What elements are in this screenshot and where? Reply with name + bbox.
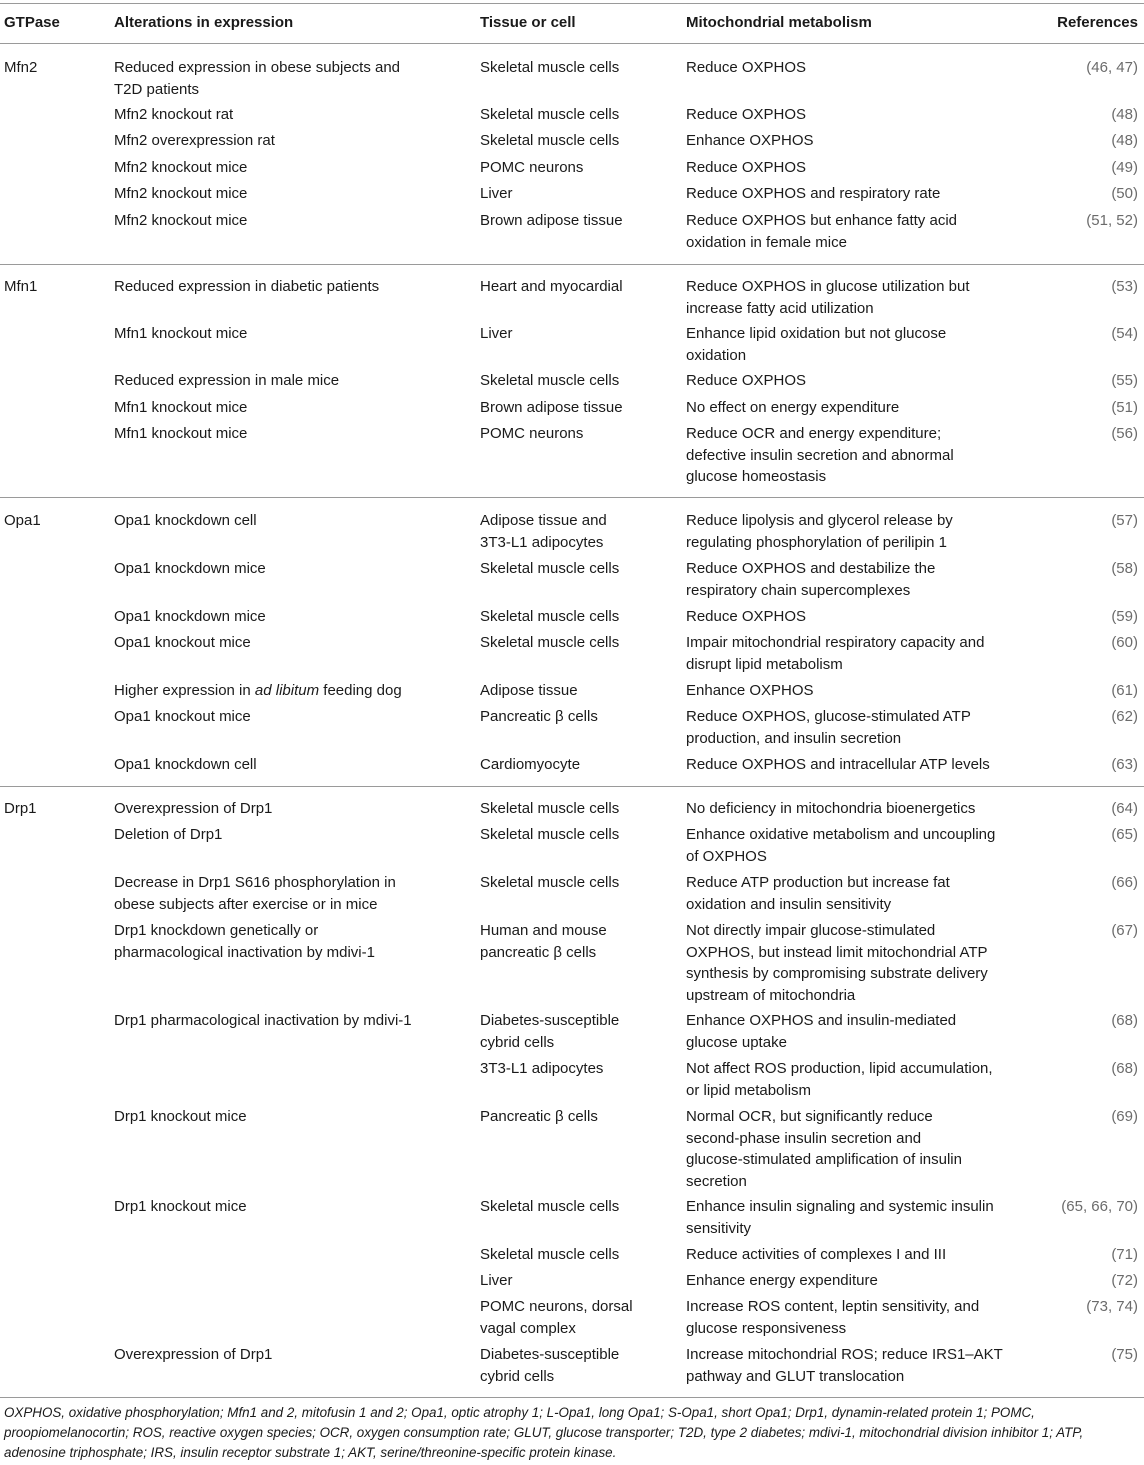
tissue-line: Liver: [480, 325, 513, 342]
table-bottom-rule: [0, 1397, 1144, 1398]
alteration-line: Opa1 knockdown mice: [114, 560, 266, 577]
tissue-line: POMC neurons: [480, 159, 584, 176]
metabolism-line: oxidation in female mice: [686, 233, 847, 251]
group-rule: [0, 264, 1144, 265]
reference-cell: (62): [1111, 708, 1138, 725]
reference-cell: (68): [1111, 1060, 1138, 1077]
reference-cell: (50): [1111, 185, 1138, 202]
metabolism-line: Not directly impair glucose-stimulated: [686, 922, 936, 939]
metabolism-line: of OXPHOS: [686, 847, 767, 865]
metabolism-line: increase fatty acid utilization: [686, 299, 874, 317]
metabolism-line: respiratory chain supercomplexes: [686, 581, 911, 599]
alteration-line: Drp1 knockout mice: [114, 1198, 247, 1215]
metabolism-line: glucose-stimulated amplification of insulin: [686, 1151, 962, 1168]
alteration-line: Opa1 knockout mice: [114, 634, 251, 651]
alteration-line: Opa1 knockdown cell: [114, 512, 257, 529]
tissue-line: Skeletal muscle cells: [480, 372, 620, 389]
metabolism-line: pathway and GLUT translocation: [686, 1367, 905, 1385]
metabolism-line: Reduce OXPHOS: [686, 159, 807, 176]
metabolism-line: second-phase insulin secretion and: [686, 1129, 922, 1147]
alteration-line: Drp1 pharmacological inactivation by mdivi-1: [114, 1012, 412, 1029]
tissue-line: pancreatic β cells: [480, 943, 597, 961]
gtpase-label: Drp1: [4, 800, 37, 817]
alteration-line: Drp1 knockout mice: [114, 1108, 247, 1125]
alteration-line: Mfn2 knockout mice: [114, 159, 248, 176]
reference-cell: (63): [1111, 756, 1138, 773]
tissue-line: Skeletal muscle cells: [480, 826, 620, 843]
alteration-line: Reduced expression in male mice: [114, 372, 340, 389]
metabolism-line: glucose homeostasis: [686, 468, 827, 485]
metabolism-line: production, and insulin secretion: [686, 729, 902, 747]
metabolism-line: Normal OCR, but significantly reduce: [686, 1108, 933, 1125]
tissue-line: Pancreatic β cells: [480, 708, 598, 725]
metabolism-line: Not affect ROS production, lipid accumulation,: [686, 1060, 993, 1077]
alteration-line: Mfn2 knockout mice: [114, 185, 248, 202]
alteration-line: Deletion of Drp1: [114, 826, 223, 843]
metabolism-line: Enhance energy expenditure: [686, 1272, 878, 1289]
metabolism-line: glucose uptake: [686, 1033, 787, 1051]
alteration-line: obese subjects after exercise or in mice: [114, 895, 378, 913]
alteration-line: T2D patients: [114, 80, 200, 98]
tissue-line: Brown adipose tissue: [480, 399, 623, 416]
table-top-rule: [0, 3, 1144, 4]
alteration-line: Overexpression of Drp1: [114, 1346, 273, 1363]
tissue-line: Human and mouse: [480, 922, 607, 939]
tissue-line: POMC neurons, dorsal: [480, 1298, 633, 1315]
header-tissue: Tissue or cell: [480, 14, 576, 31]
header-alterations: Alterations in expression: [114, 14, 294, 31]
metabolism-line: regulating phosphorylation of perilipin 1: [686, 533, 948, 551]
metabolism-line: Reduce OXPHOS and respiratory rate: [686, 185, 941, 202]
header-rule: [0, 43, 1144, 44]
reference-cell: (64): [1111, 800, 1138, 817]
reference-cell: (57): [1111, 512, 1138, 529]
header-gtpase: GTPase: [4, 14, 60, 31]
metabolism-line: Enhance OXPHOS: [686, 682, 814, 699]
tissue-line: POMC neurons: [480, 425, 584, 442]
tissue-line: 3T3-L1 adipocytes: [480, 1060, 604, 1077]
metabolism-line: OXPHOS, but instead limit mitochondrial ATP: [686, 943, 988, 961]
tissue-line: cybrid cells: [480, 1367, 555, 1385]
group-rule: [0, 497, 1144, 498]
alteration-line: Overexpression of Drp1: [114, 800, 273, 817]
reference-cell: (54): [1111, 325, 1138, 342]
tissue-line: Brown adipose tissue: [480, 212, 623, 229]
metabolism-line: Enhance insulin signaling and systemic insulin: [686, 1198, 994, 1215]
alteration-line: Decrease in Drp1 S616 phosphorylation in: [114, 874, 396, 891]
reference-cell: (49): [1111, 159, 1138, 176]
metabolism-line: synthesis by compromising substrate delivery: [686, 965, 988, 982]
tissue-line: cybrid cells: [480, 1033, 555, 1051]
reference-cell: (53): [1111, 278, 1138, 295]
header-references: References: [1057, 14, 1138, 31]
alteration-line: Opa1 knockdown cell: [114, 756, 257, 773]
gtpase-label: Opa1: [4, 512, 41, 529]
tissue-line: Heart and myocardial: [480, 278, 623, 295]
tissue-line: Skeletal muscle cells: [480, 1198, 620, 1215]
metabolism-line: Reduce OXPHOS but enhance fatty acid: [686, 212, 957, 229]
tissue-line: Cardiomyocyte: [480, 756, 581, 773]
metabolism-line: Enhance OXPHOS: [686, 132, 814, 149]
metabolism-line: Reduce OXPHOS and destabilize the: [686, 560, 936, 577]
tissue-line: Liver: [480, 185, 513, 202]
metabolism-line: Reduce OXPHOS, glucose-stimulated ATP: [686, 708, 971, 725]
alteration-line: Opa1 knockout mice: [114, 708, 251, 725]
reference-cell: (65): [1111, 826, 1138, 843]
reference-cell: (56): [1111, 425, 1138, 442]
tissue-line: Liver: [480, 1272, 513, 1289]
tissue-line: 3T3-L1 adipocytes: [480, 533, 604, 551]
tissue-line: Skeletal muscle cells: [480, 800, 620, 817]
tissue-line: Pancreatic β cells: [480, 1108, 598, 1125]
tissue-line: Skeletal muscle cells: [480, 59, 620, 76]
reference-cell: (67): [1111, 922, 1138, 939]
alteration-line: pharmacological inactivation by mdivi-1: [114, 943, 375, 961]
tissue-line: Adipose tissue and: [480, 512, 607, 529]
metabolism-line: No effect on energy expenditure: [686, 399, 900, 416]
metabolism-line: Reduce activities of complexes I and III: [686, 1246, 947, 1263]
reference-cell: (51): [1111, 399, 1138, 416]
tissue-line: Skeletal muscle cells: [480, 560, 620, 577]
metabolism-line: Enhance OXPHOS and insulin-mediated: [686, 1012, 957, 1029]
metabolism-line: secretion: [686, 1172, 747, 1190]
tissue-line: Skeletal muscle cells: [480, 608, 620, 625]
metabolism-line: defective insulin secretion and abnormal: [686, 446, 954, 464]
reference-cell: (58): [1111, 560, 1138, 577]
reference-cell: (59): [1111, 608, 1138, 625]
alteration-line: Mfn1 knockout mice: [114, 325, 248, 342]
gtpase-label: Mfn1: [4, 278, 38, 295]
metabolism-line: Reduce OXPHOS: [686, 608, 807, 625]
group-rule: [0, 786, 1144, 787]
alteration-line: Reduced expression in diabetic patients: [114, 278, 380, 295]
reference-cell: (60): [1111, 634, 1138, 651]
metabolism-line: Enhance oxidative metabolism and uncoupling: [686, 826, 996, 843]
metabolism-line: sensitivity: [686, 1219, 752, 1237]
metabolism-line: upstream of mitochondria: [686, 986, 856, 1004]
header-metabolism: Mitochondrial metabolism: [686, 14, 872, 31]
tissue-line: Skeletal muscle cells: [480, 1246, 620, 1263]
alteration-line: Higher expression in ad libitum feeding dog: [114, 682, 402, 699]
metabolism-line: Reduce OXPHOS: [686, 372, 807, 389]
metabolism-line: oxidation: [686, 346, 747, 364]
tissue-line: Adipose tissue: [480, 682, 578, 699]
tissue-line: Skeletal muscle cells: [480, 132, 620, 149]
metabolism-line: oxidation and insulin sensitivity: [686, 895, 892, 913]
reference-cell: (48): [1111, 132, 1138, 149]
reference-cell: (73, 74): [1086, 1298, 1138, 1315]
metabolism-line: Enhance lipid oxidation but not glucose: [686, 325, 947, 342]
alteration-line: Drp1 knockdown genetically or: [114, 922, 319, 939]
alteration-line: Mfn1 knockout mice: [114, 399, 248, 416]
metabolism-line: Reduce OXPHOS: [686, 106, 807, 123]
metabolism-line: Reduce lipolysis and glycerol release by: [686, 512, 953, 529]
tissue-line: Diabetes-susceptible: [480, 1346, 620, 1363]
tissue-line: Skeletal muscle cells: [480, 106, 620, 123]
reference-cell: (68): [1111, 1012, 1138, 1029]
metabolism-line: glucose responsiveness: [686, 1319, 847, 1337]
metabolism-line: Reduce OXPHOS in glucose utilization but: [686, 278, 970, 295]
reference-cell: (71): [1111, 1246, 1138, 1263]
metabolism-line: disrupt lipid metabolism: [686, 655, 843, 673]
gtpase-label: Mfn2: [4, 59, 38, 76]
reference-cell: (46, 47): [1086, 59, 1138, 76]
reference-cell: (48): [1111, 106, 1138, 123]
table-footnote: OXPHOS, oxidative phosphorylation; Mfn1 and 2, mitofusin 1 and 2; Opa1, optic atrophy 1; L-Opa1, long Opa1; S-Opa1, short Opa1; Drp1, dynamin-related protein 1; POMC, proopiomelanocortin; ROS, reactive oxygen species; OCR, oxygen consumption rate; GLUT, glucose transporter; T2D, type 2 diabetes; mdivi-1, mitochondrial division inhibitor 1; ATP, adenosine triphosphate; IRS, insulin receptor substrate 1; AKT, serine/threonine-specific protein kinase.: [4, 1405, 1084, 1460]
tissue-line: Skeletal muscle cells: [480, 874, 620, 891]
metabolism-line: Reduce ATP production but increase fat: [686, 874, 950, 891]
metabolism-line: Reduce OXPHOS: [686, 59, 807, 76]
tissue-line: Diabetes-susceptible: [480, 1012, 620, 1029]
alteration-line: Opa1 knockdown mice: [114, 608, 266, 625]
alteration-line: Mfn2 knockout mice: [114, 212, 248, 229]
tissue-line: vagal complex: [480, 1319, 576, 1337]
alteration-line: Mfn2 knockout rat: [114, 106, 234, 123]
reference-cell: (72): [1111, 1272, 1138, 1289]
reference-cell: (66): [1111, 874, 1138, 891]
metabolism-line: Increase mitochondrial ROS; reduce IRS1–AKT: [686, 1346, 1003, 1363]
alteration-line: Mfn1 knockout mice: [114, 425, 248, 442]
metabolism-line: Reduce OXPHOS and intracellular ATP levels: [686, 756, 990, 773]
reference-cell: (51, 52): [1086, 212, 1138, 229]
reference-cell: (61): [1111, 682, 1138, 699]
reference-cell: (75): [1111, 1346, 1138, 1363]
metabolism-line: Increase ROS content, leptin sensitivity, and: [686, 1298, 980, 1315]
metabolism-line: No deficiency in mitochondria bioenergetics: [686, 800, 976, 817]
reference-cell: (65, 66, 70): [1061, 1198, 1138, 1215]
alteration-line: Reduced expression in obese subjects and: [114, 59, 401, 76]
metabolism-line: or lipid metabolism: [686, 1081, 812, 1099]
metabolism-line: Reduce OCR and energy expenditure;: [686, 425, 942, 442]
alteration-line: Mfn2 overexpression rat: [114, 132, 275, 149]
metabolism-line: Impair mitochondrial respiratory capacity and: [686, 634, 985, 651]
reference-cell: (55): [1111, 372, 1138, 389]
tissue-line: Skeletal muscle cells: [480, 634, 620, 651]
reference-cell: (69): [1111, 1108, 1138, 1125]
